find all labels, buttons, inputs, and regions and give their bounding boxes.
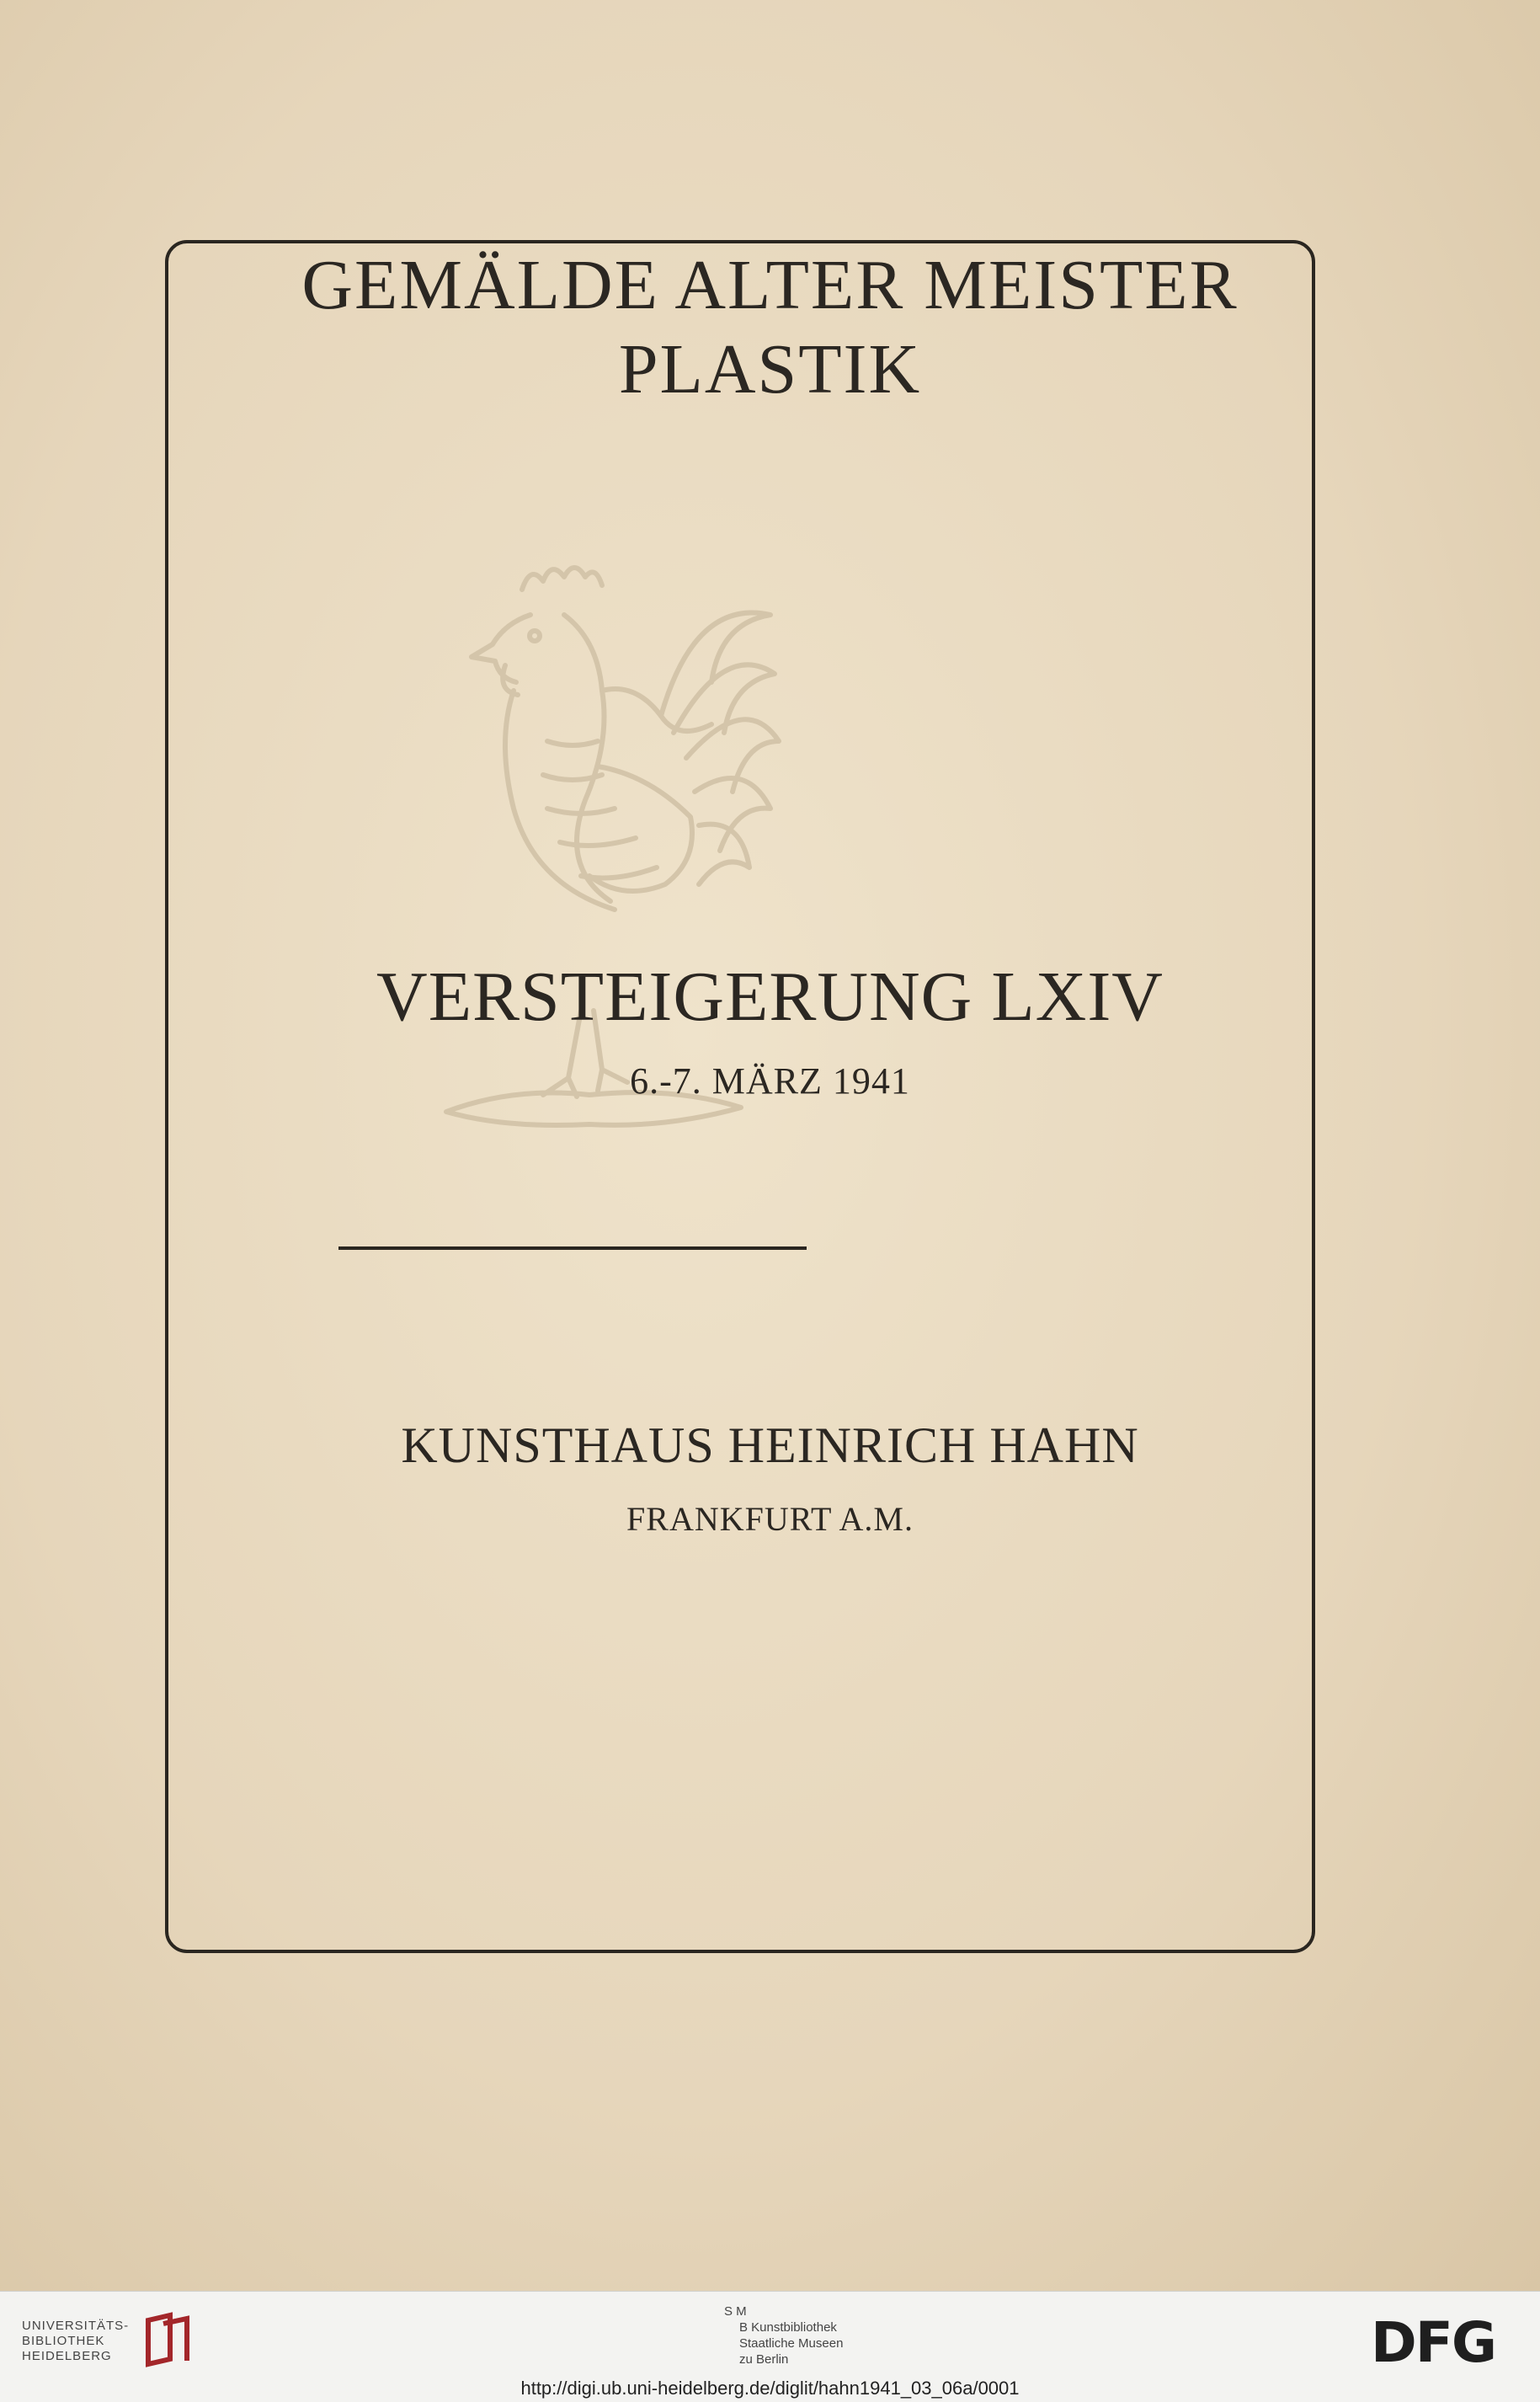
dfg-logo: DFG (1371, 2310, 1496, 2375)
library-line: BIBLIOTHEK (22, 2334, 105, 2348)
permalink-url[interactable]: http://digi.ub.uni-heidelberg.de/diglit/hahn1941_03_06a/0001 (520, 2378, 1020, 2399)
library-line: HEIDELBERG (22, 2349, 112, 2363)
cover-title-line1: GEMÄLDE ALTER MEISTER (301, 246, 1239, 324)
digitization-footer (0, 2291, 1540, 2402)
smb-line: Staatliche Museen (739, 2336, 844, 2351)
smb-line: S M (724, 2304, 747, 2319)
library-line: UNIVERSITÄTS- (22, 2319, 130, 2333)
smb-line: B Kunstbibliothek (739, 2320, 837, 2335)
auction-date: 6.-7. MÄRZ 1941 (630, 1060, 910, 1102)
auction-number: VERSTEIGERUNG LXIV (376, 958, 1164, 1036)
auction-house-city: FRANKFURT A.M. (626, 1500, 914, 1538)
divider-rule (338, 1246, 807, 1250)
cover-title-line2: PLASTIK (618, 330, 922, 408)
library-name (22, 2319, 129, 2364)
auction-house-name: KUNSTHAUS HEINRICH HAHN (401, 1417, 1139, 1473)
smb-line: zu Berlin (739, 2352, 789, 2367)
heidelberg-logo-icon (141, 2312, 194, 2367)
rooster-icon (396, 488, 783, 1145)
smb-kunstbibliothek-credit (724, 2303, 843, 2367)
